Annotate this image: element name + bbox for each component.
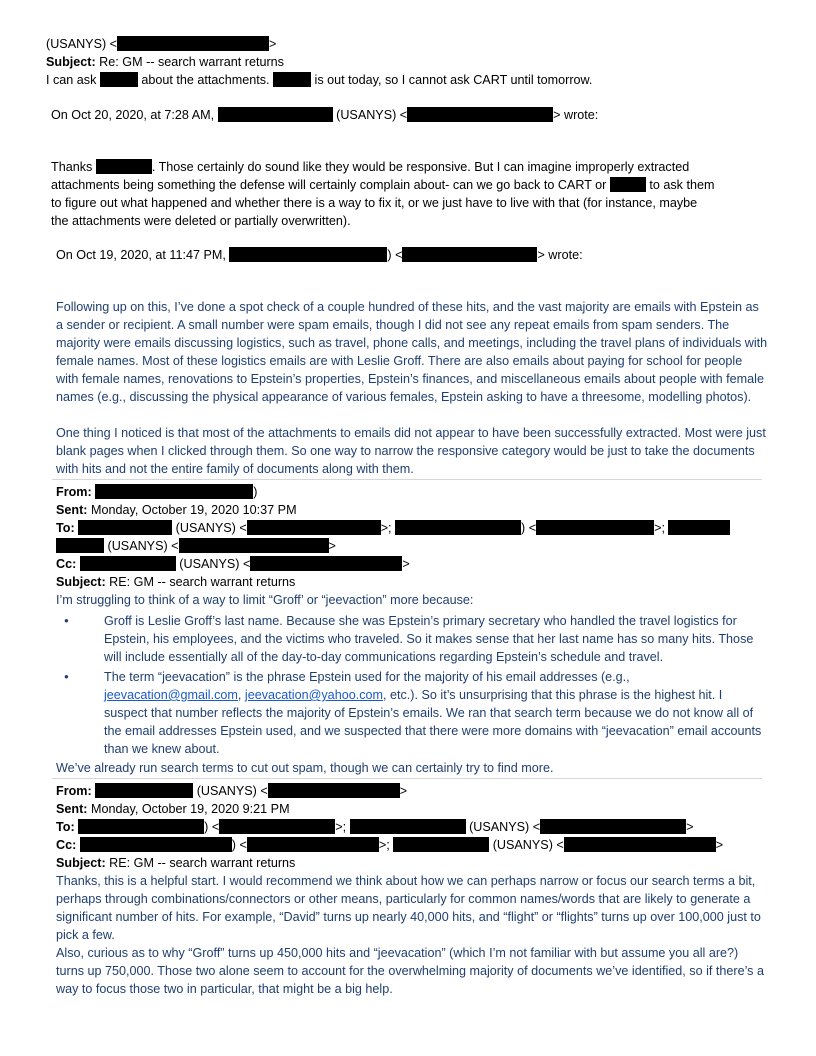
redaction-block (117, 36, 269, 51)
redaction-block (56, 538, 104, 553)
redaction-block (610, 177, 646, 192)
redaction-block (179, 538, 329, 553)
quote1-line-2: attachments being something the defense will certainly complain about- can we go back to CART or to ask them (51, 178, 715, 192)
email-link-yahoo[interactable]: jeevacation@yahoo.com (244, 688, 383, 702)
quote2-header: On Oct 19, 2020, at 11:47 PM, ) < > wrote: (56, 248, 583, 262)
quote2-paragraph-2: One thing I noticed is that most of the attachments to emails did not appear to have been successfully extracted. Most were just blank pages when I clicked through them. So one way to narrow the responsive category would be just to take the documents with hits and not the entire family of documents along with them. (56, 426, 766, 476)
redaction-block (218, 107, 333, 122)
quote1-header: On Oct 20, 2020, at 7:28 AM, (USANYS) < > wrote: (51, 108, 599, 122)
email3-to-cont: (USANYS) < > (56, 537, 336, 555)
email4-subject: Subject: RE: GM -- search warrant returns (56, 856, 296, 870)
email3-intro: I’m struggling to think of a way to limit “Groff’ or “jeevaction” more because: (56, 593, 474, 607)
email3-cc: Cc: (USANYS) < > (56, 557, 410, 571)
redaction-block (96, 159, 152, 174)
email3-subject: Subject: RE: GM -- search warrant returns (56, 575, 296, 589)
redaction-block (536, 520, 654, 535)
redaction-block (80, 837, 232, 852)
email4-to: To: ) < >; (USANYS) < > (56, 820, 694, 834)
quote2-paragraph-1: Following up on this, I’ve done a spot check of a couple hundred of these hits, and the vast majority are emails with Epstein as a sender or recipient. A small number were spam emails, though I did not see any repeat emails from spam senders. The majority were emails discussing logistics, such as travel, phone calls, and meetings, including the travel plans of individuals with female names. Most of these logistics emails are with Leslie Groff. There are also emails about paying for school for people with female names, renovations to Epstein’s properties, Epstein’s finances, and miscellaneous emails about people with female names (e.g., discussing the physical appearance of various females, Epstein asking to have a threesome, modelling photos). (56, 300, 768, 404)
top-subject-line: Subject: Re: GM -- search warrant returns (46, 55, 284, 69)
redaction-block (268, 783, 400, 798)
redaction-block (78, 819, 204, 834)
redaction-block (350, 819, 466, 834)
quote1-line-1: Thanks . Those certainly do sound like they would be responsive. But I can imagine improperly extracted (51, 160, 690, 174)
email4-sent: Sent: Monday, October 19, 2020 9:21 PM (56, 802, 290, 816)
email3-to: To: (USANYS) < >; ) < >; (56, 519, 730, 537)
redaction-block (393, 837, 489, 852)
bullet-item-jeevacation: ● The term “jeevacation” is the phrase Epstein used for the majority of his email addresses (e.g., jeevacation@gmail.com, jeevacation@yahoo.com, etc.). So it’s unsurprising that this phrase is the highest hit. I suspect that number reflects the majority of Epstein’s emails. We ran that search term because we do not know all of the email addresses Epstein used, and we suspected that there were more domains with “jeevacation” email accounts than we knew about. (90, 668, 765, 758)
redaction-block (95, 783, 193, 798)
redaction-block (402, 247, 537, 262)
divider (52, 479, 762, 480)
redaction-block (78, 520, 172, 535)
redaction-block (95, 484, 253, 499)
email4-cc: Cc: ) < >; (USANYS) < > (56, 838, 724, 852)
email4-paragraph-2: Also, curious as to why “Groff” turns up 450,000 hits and “jeevacation” (which I’m not familiar with but assume you all are?) turns up 750,000. Those two alone seem to account for the overwhelming majority of documents we’ve identified, so if there’s a way to focus those two in particular, that might be a big help. (56, 946, 764, 996)
redaction-block (250, 556, 402, 571)
redaction-block (540, 819, 686, 834)
redaction-block (247, 520, 381, 535)
email3-closing: We’ve already run search terms to cut out spam, though we can certainly try to find more. (56, 761, 554, 775)
redaction-block (229, 247, 387, 262)
redaction-block (273, 72, 311, 87)
top-body-line: I can ask about the attachments. is out today, so I cannot ask CART until tomorrow. (46, 73, 593, 87)
email3-bullet-list (90, 612, 765, 758)
bullet-item-groff: ● Groff is Leslie Groff’s last name. Because she was Epstein’s primary secretary who handled the travel logistics for Epstein, his employees, and the victims who traveled. So it makes sense that her last name has so many hits. Those will include essentially all of the day-to-day communications regarding Epstein’s schedule and travel. (90, 612, 765, 666)
email3-sent: Sent: Monday, October 19, 2020 10:37 PM (56, 503, 297, 517)
redaction-block (395, 520, 521, 535)
redaction-block (100, 72, 138, 87)
email3-from: From: ) (56, 485, 258, 499)
divider (52, 778, 762, 779)
redaction-block (668, 520, 730, 535)
email4-paragraph-1: Thanks, this is a helpful start. I would recommend we think about how we can perhaps narrow or focus our search terms a bit, perhaps through combinations/connectors or other means, particularly for common names/words that are likely to generate a significant number of hits. For example, “David” turns up nearly 40,000 hits, and “flight” or “flights” turns up over 100,000 just to pick a few. (56, 874, 761, 942)
redaction-block (407, 107, 553, 122)
top-from-line: (USANYS) < > (46, 37, 277, 51)
redaction-block (247, 837, 379, 852)
quote1-line-3: to figure out what happened and whether there is a way to fix it, or we just have to live with that (for instance, maybe (51, 196, 698, 210)
redaction-block (219, 819, 335, 834)
redaction-block (564, 837, 716, 852)
redaction-block (80, 556, 176, 571)
quote1-line-4: the attachments were deleted or partially overwritten). (51, 214, 351, 228)
email-link-gmail[interactable]: jeevacation@gmail.com (104, 688, 238, 702)
email4-from: From: (USANYS) < > (56, 784, 408, 798)
